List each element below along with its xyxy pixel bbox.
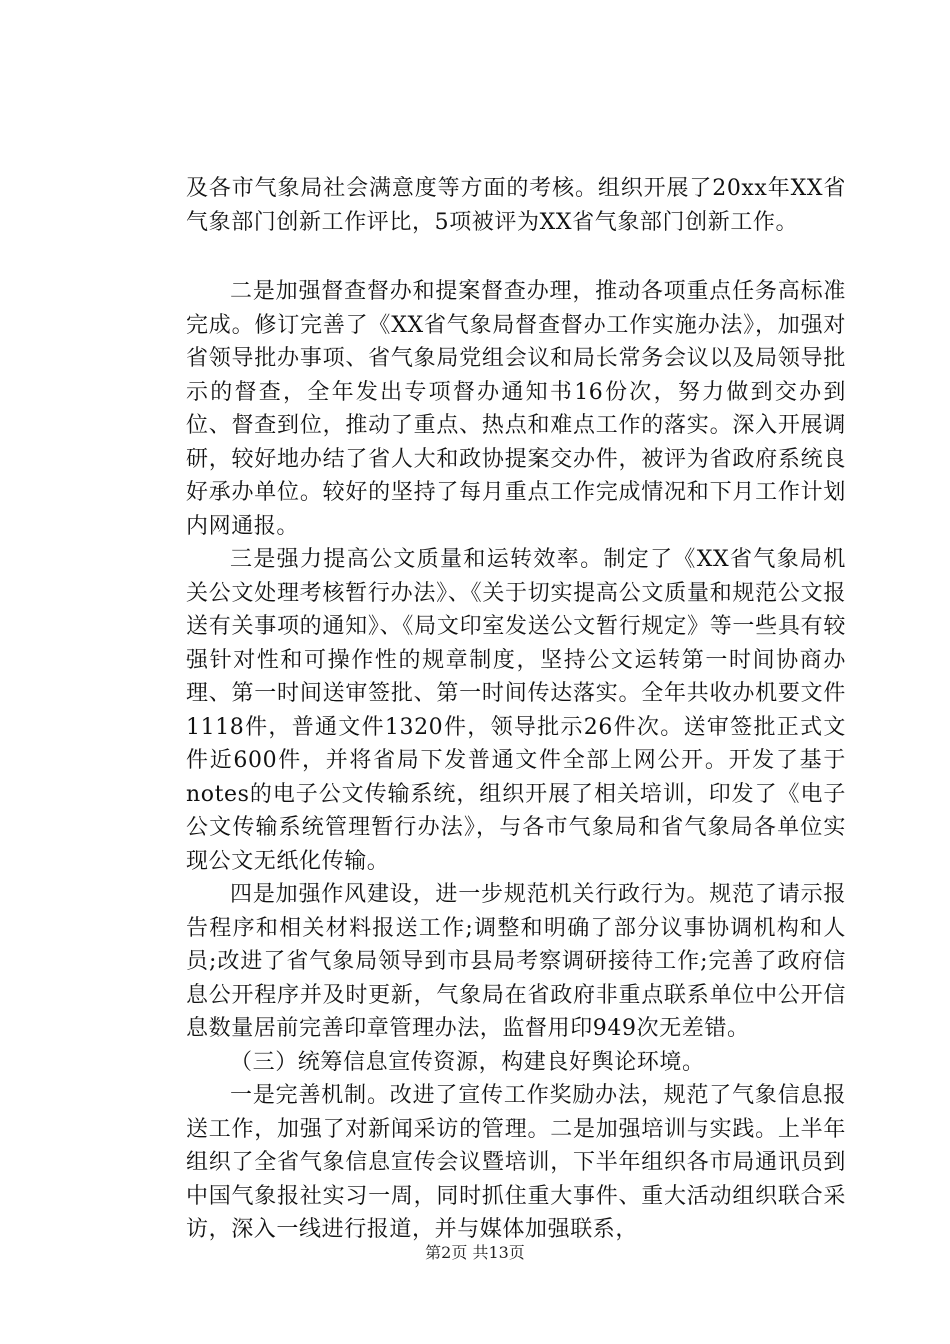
paragraph-3: 三是强力提高公文质量和运转效率。制定了《XX省气象局机关公文处理考核暂行办法》、《关于切实提高公文质量和规范公文报送有关事项的通知》、《局文印室发送公文暂行规定》等一些具有较强针对性和可操作性的规章制度，坚持公文运转第一时间协商办理、第一时间送审签批、第一时间传达落实。全年共收办机要文件1118件，普通文件1320件，领导批示26件次。送审签批正式文件近600件，并将省局下发普通文件全部上网公开。开发了基于notes的电子公文传输系统，组织开展了相关培训，印发了《电子公文传输系统管理暂行办法》，与各市气象局和省气象局各单位实现公文无纸化传输。 xyxy=(186,547,846,874)
paragraph-1: 及各市气象局社会满意度等方面的考核。组织开展了20xx年XX省气象部门创新工作评比，5项被评为XX省气象部门创新工作。 xyxy=(186,176,846,235)
paragraph-4: 四是加强作风建设，进一步规范机关行政行为。规范了请示报告程序和相关材料报送工作;调整和明确了部分议事协调机构和人员;改进了省气象局领导到市县局考察调研接待工作;完善了政府信息公开程序并及时更新，气象局在省政府非重点联系单位中公开信息数量居前完善印章管理办法，监督用印949次无差错。 xyxy=(186,882,846,1041)
section-heading: （三）统筹信息宣传资源，构建良好舆论环境。 xyxy=(230,1049,705,1075)
page-number-footer: 第2页 共13页 xyxy=(425,1243,525,1262)
paragraph-2: 二是加强督查督办和提案督查办理，推动各项重点任务高标准完成。修订完善了《XX省气象局督查督办工作实施办法》，加强对省领导批办事项、省气象局党组会议和局长常务会议以及局领导批示的督查，全年发出专项督办通知书16份次，努力做到交办到位、督查到位，推动了重点、热点和难点工作的落实。深入开展调研，较好地办结了省人大和政协提案交办件，被评为省政府系统良好承办单位。较好的坚持了每月重点工作完成情况和下月工作计划内网通报。 xyxy=(186,279,846,539)
paragraph-5: 一是完善机制。改进了宣传工作奖励办法，规范了气象信息报送工作，加强了对新闻采访的管理。二是加强培训与实践。上半年组织了全省气象信息宣传会议暨培训，下半年组织各市局通讯员到中国气象报社实习一周，同时抓住重大事件、重大活动组织联合采访，深入一线进行报道，并与媒体加强联系， xyxy=(186,1083,846,1242)
document-body xyxy=(186,172,846,1247)
